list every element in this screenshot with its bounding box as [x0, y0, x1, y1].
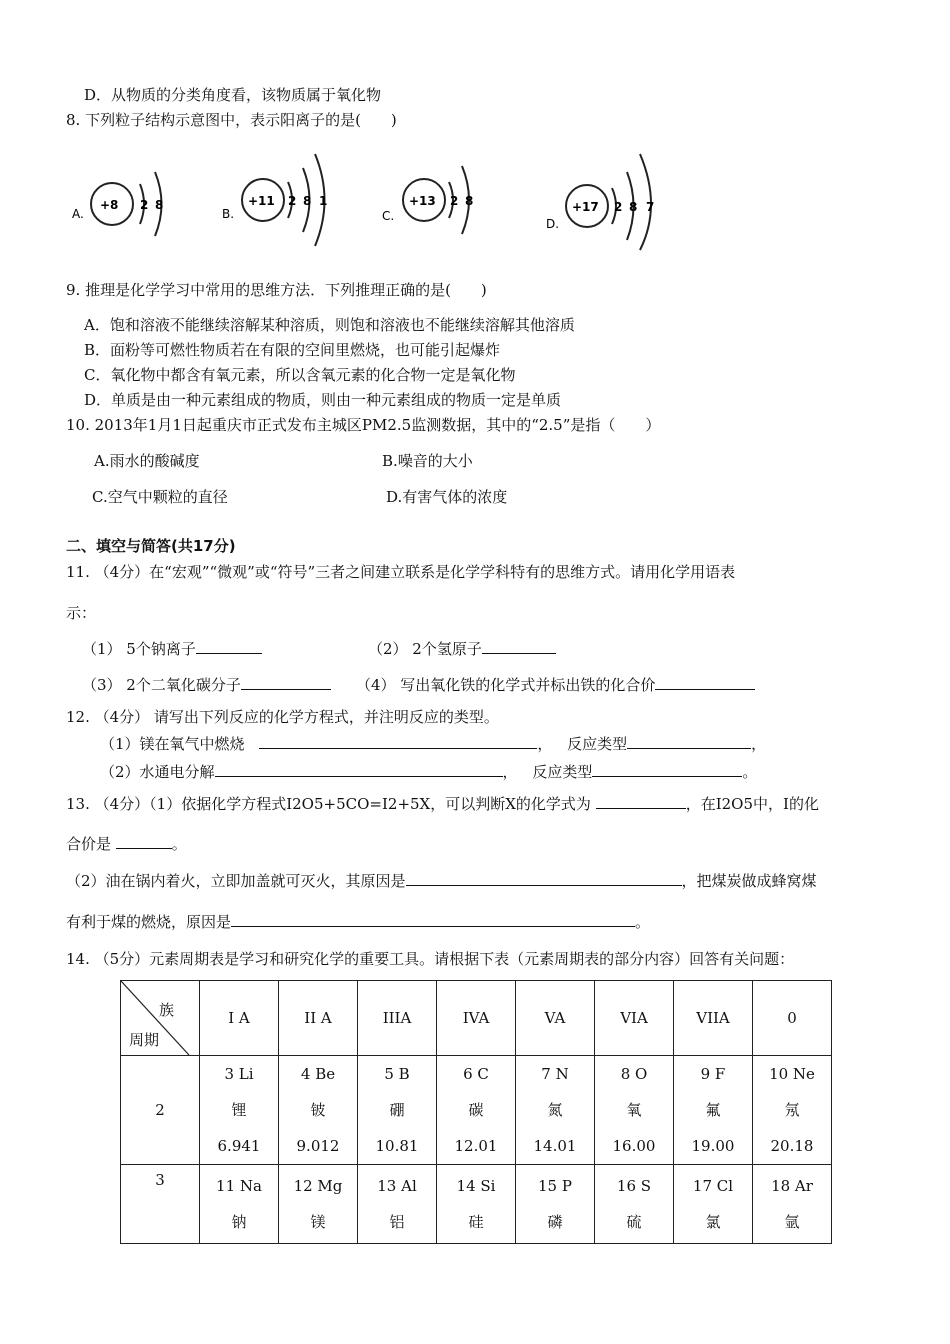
q10-option-a: A.雨水的酸碱度 [94, 452, 200, 470]
element-symbol: 13 Al [377, 1177, 417, 1195]
atom-b-label: B. [222, 207, 235, 221]
q13-line3-tail: ，把煤炭做成蜂窝煤 [681, 872, 817, 890]
corner-cell [121, 981, 200, 1056]
group-header: II A [279, 981, 358, 1056]
atom-b-shell-1: 2 [288, 194, 297, 208]
element-mass: 16.00 [612, 1137, 656, 1155]
element-name: 铝 [389, 1213, 405, 1231]
element-mass: 9.012 [296, 1137, 340, 1155]
element-name: 锂 [231, 1101, 247, 1119]
q12-stem: 12. （4分） 请写出下列反应的化学方程式，并注明反应的类型。 [66, 708, 499, 726]
q11-part4 [356, 674, 755, 695]
element-mass: 20.18 [770, 1137, 814, 1155]
q13-line3 [66, 870, 817, 891]
element-name: 氧 [626, 1101, 642, 1119]
q7-option-d: D．从物质的分类角度看，该物质属于氧化物 [84, 86, 382, 104]
q9-option-b: B．面粉等可燃性物质若在有限的空间里燃烧，也可能引起爆炸 [84, 341, 501, 359]
atom-diagrams [60, 142, 680, 254]
q13-line4 [66, 911, 650, 932]
q12-part1-end: ， [751, 735, 767, 753]
element-name: 氯 [705, 1213, 721, 1231]
q13-line4-tail: 。 [635, 913, 651, 931]
q11-part1-blank[interactable] [196, 639, 262, 654]
q11-part1-label: （1） 5个钠离子 [82, 640, 196, 658]
element-cell-p [516, 1165, 595, 1244]
q9-stem: 9. 推理是化学学习中常用的思维方法．下列推理正确的是( ) [66, 281, 487, 299]
element-cell-mg [279, 1165, 358, 1244]
element-symbol: 8 O [620, 1065, 648, 1083]
corner-period-label: 周期 [129, 1031, 160, 1049]
atom-c-shell-1: 2 [450, 194, 459, 208]
q12-part1 [100, 733, 766, 754]
element-cell-s [595, 1165, 674, 1244]
element-mass: 19.00 [691, 1137, 735, 1155]
q12-part1-comma: ， [537, 735, 553, 753]
element-name: 碳 [468, 1101, 484, 1119]
element-symbol: 5 B [384, 1065, 410, 1083]
element-symbol: 18 Ar [771, 1177, 813, 1195]
q13-line2 [66, 833, 187, 854]
atom-d-shell-3: 7 [646, 200, 655, 214]
q13-valence-blank[interactable] [116, 834, 172, 849]
q13-formula-blank[interactable] [596, 794, 686, 809]
q12-part2-equation-blank[interactable] [215, 762, 503, 777]
element-symbol: 17 Cl [692, 1177, 734, 1195]
element-name: 氖 [784, 1101, 800, 1119]
element-cell-c [437, 1056, 516, 1165]
q11-part2 [368, 638, 556, 659]
q13-line4-text: 有利于煤的燃烧，原因是 [66, 913, 232, 931]
group-header: I A [200, 981, 279, 1056]
q13-line2-text: 合价是 [66, 835, 112, 853]
element-name: 氩 [784, 1213, 800, 1231]
element-cell-ar [753, 1165, 832, 1244]
q12-part1-label: （1）镁在氧气中燃烧 [100, 735, 245, 753]
corner-group-label: 族 [159, 1001, 175, 1019]
element-mass: 12.01 [454, 1137, 498, 1155]
atom-a-shell-2: 8 [155, 198, 164, 212]
q11-part1 [82, 638, 262, 659]
element-symbol: 11 Na [216, 1177, 262, 1195]
element-name: 氮 [547, 1101, 563, 1119]
element-symbol: 14 Si [456, 1177, 496, 1195]
q11-part3-label: （3） 2个二氧化碳分子 [82, 676, 241, 694]
q11-part4-label: （4） 写出氧化铁的化学式并标出铁的化合价 [356, 676, 656, 694]
element-cell-o [595, 1056, 674, 1165]
q12-part2-comma: ， [502, 763, 518, 781]
atom-d-label: D. [546, 217, 560, 231]
atom-b-shell-3: 1 [319, 194, 328, 208]
q12-part2-type-blank[interactable] [592, 762, 742, 777]
q13-line1-tail: ，在I2O5中，I的化 [685, 795, 819, 813]
q11-part2-blank[interactable] [482, 639, 556, 654]
element-symbol: 7 N [541, 1065, 569, 1083]
element-cell-li [200, 1056, 279, 1165]
period-3-row [121, 1165, 832, 1244]
q12-part1-type-label: 反应类型 [567, 735, 628, 753]
element-symbol: 6 C [463, 1065, 489, 1083]
q8-stem: 8. 下列粒子结构示意图中，表示阳离子的是( ) [66, 111, 397, 129]
q12-part1-type-blank[interactable] [627, 734, 751, 749]
q9-option-c: C．氧化物中都含有氧元素，所以含氧元素的化合物一定是氧化物 [84, 366, 516, 384]
element-name: 钠 [231, 1213, 247, 1231]
q10-option-b: B.噪音的大小 [382, 452, 473, 470]
element-cell-be [279, 1056, 358, 1165]
atom-c-label: C. [382, 209, 395, 223]
element-mass: 10.81 [375, 1137, 419, 1155]
q13-fire-reason-blank[interactable] [406, 871, 682, 886]
q11-part4-blank[interactable] [655, 675, 755, 690]
q12-part1-equation-blank[interactable] [259, 734, 537, 749]
q11-part2-label: （2） 2个氢原子 [368, 640, 482, 658]
period-label: 2 [121, 1056, 200, 1165]
q12-part2 [100, 761, 757, 782]
element-cell-na [200, 1165, 279, 1244]
element-name: 铍 [310, 1101, 326, 1119]
q13-line2-tail: 。 [171, 835, 187, 853]
atom-a-shell-1: 2 [140, 198, 149, 212]
element-symbol: 10 Ne [769, 1065, 815, 1083]
q10-option-c: C.空气中颗粒的直径 [92, 488, 228, 506]
q13-line1 [66, 793, 819, 814]
q13-coal-reason-blank[interactable] [231, 912, 635, 927]
element-symbol: 15 P [538, 1177, 572, 1195]
element-cell-al [358, 1165, 437, 1244]
atom-a-nucleus: +8 [100, 198, 119, 212]
element-cell-si [437, 1165, 516, 1244]
element-name: 磷 [547, 1213, 563, 1231]
periodic-table [120, 980, 832, 1244]
q12-part2-type-label: 反应类型 [532, 763, 593, 781]
q11-part3 [82, 674, 331, 695]
atom-a-label: A. [72, 207, 84, 221]
q10-option-d: D.有害气体的浓度 [386, 488, 508, 506]
atom-b-shell-2: 8 [303, 194, 312, 208]
element-symbol: 3 Li [224, 1065, 254, 1083]
element-name: 镁 [310, 1213, 326, 1231]
element-symbol: 12 Mg [293, 1177, 343, 1195]
element-name: 硫 [626, 1213, 642, 1231]
q13-line3-text: （2）油在锅内着火，立即加盖就可灭火，其原因是 [66, 872, 406, 890]
element-cell-cl [674, 1165, 753, 1244]
period-label: 3 [121, 1165, 200, 1244]
atom-c-shell-2: 8 [465, 194, 474, 208]
element-name: 硼 [389, 1101, 405, 1119]
group-header: VIA [595, 981, 674, 1056]
group-header: VIIA [674, 981, 753, 1056]
group-header: VA [516, 981, 595, 1056]
element-symbol: 16 S [616, 1177, 652, 1195]
q13-line1-text: 13. （4分）（1）依据化学方程式I2O5+5CO=I2+5X，可以判断X的化学式为 [66, 795, 591, 813]
atom-d-shell-2: 8 [629, 200, 638, 214]
element-cell-b [358, 1056, 437, 1165]
element-cell-f [674, 1056, 753, 1165]
q14-stem: 14. （5分）元素周期表是学习和研究化学的重要工具。请根据下表（元素周期表的部分内容）回答有关问题： [66, 950, 795, 968]
atom-d-shell-1: 2 [614, 200, 623, 214]
q12-part2-label: （2）水通电分解 [100, 763, 215, 781]
atom-d-nucleus: +17 [572, 200, 599, 214]
element-cell-n [516, 1056, 595, 1165]
element-mass: 6.941 [217, 1137, 261, 1155]
section-title: 二、填空与简答(共17分) [66, 537, 236, 555]
element-name: 氟 [705, 1101, 721, 1119]
periodic-table-header-row [121, 981, 832, 1056]
q11-stem-line1: 11. （4分）在“宏观”“微观”或“符号”三者之间建立联系是化学学科特有的思维方式。请用化学用语表 [66, 563, 736, 581]
atom-b-nucleus: +11 [248, 194, 275, 208]
element-mass: 14.01 [533, 1137, 577, 1155]
group-header: IIIA [358, 981, 437, 1056]
q10-stem: 10. 2013年1月1日起重庆市正式发布主城区PM2.5监测数据，其中的“2.5”是指（ ） [66, 416, 661, 434]
q12-part2-end: 。 [742, 763, 758, 781]
atom-c-nucleus: +13 [409, 194, 436, 208]
element-name: 硅 [468, 1213, 484, 1231]
group-header: IVA [437, 981, 516, 1056]
q11-part3-blank[interactable] [241, 675, 331, 690]
q9-option-a: A．饱和溶液不能继续溶解某种溶质，则饱和溶液也不能继续溶解其他溶质 [84, 316, 575, 334]
element-symbol: 9 F [700, 1065, 726, 1083]
group-header: 0 [753, 981, 832, 1056]
period-2-row [121, 1056, 832, 1165]
q11-stem-line2: 示： [66, 604, 97, 622]
q9-option-d: D．单质是由一种元素组成的物质，则由一种元素组成的物质一定是单质 [84, 391, 562, 409]
element-cell-ne [753, 1056, 832, 1165]
element-symbol: 4 Be [300, 1065, 336, 1083]
